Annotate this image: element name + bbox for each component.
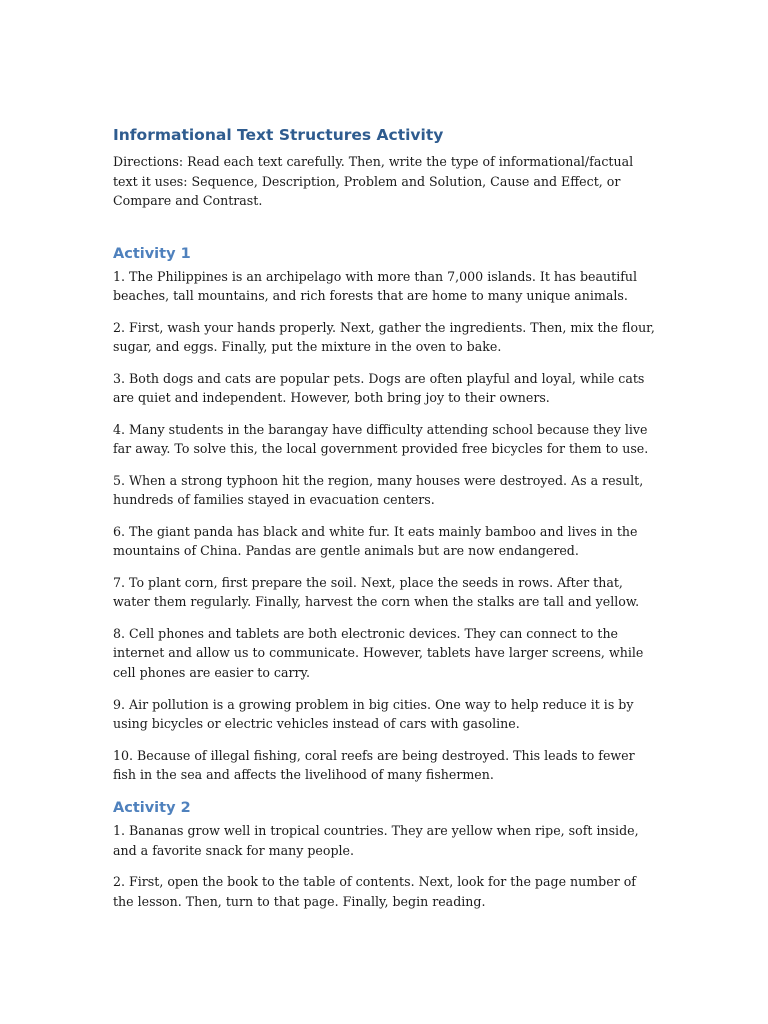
activity-2-item-1: 1. Bananas grow well in tropical countries. They are yellow when ripe, soft inside, and a favorite snack for many people. [113,823,639,858]
activity-1-heading: Activity 1 [113,245,191,262]
activity-1-item-9: 9. Air pollution is a growing problem in big cities. One way to help reduce it is by using bicycles or electric vehicles instead of cars with gasoline. [113,696,634,731]
directions-text: Directions: Read each text carefully. Then, write the type of informational/factual text it uses: Sequence, Description, Problem and Solution, Cause and Effect, or Compare and Contrast. [113,154,634,208]
activity-1-list [113,267,658,785]
document-page [113,124,658,923]
activity-1-item-1: 1. The Philippines is an archipelago with more than 7,000 islands. It has beautiful beaches, tall mountains, and rich forests that are home to many unique animals. [113,268,638,303]
activity-1-item-8: 8. Cell phones and tablets are both electronic devices. They can connect to the internet and allow us to communicate. However, tablets have larger screens, while cell phones are easier to carry. [113,626,644,680]
activity-1-item-10: 10. Because of illegal fishing, coral reefs are being destroyed. This leads to fewer fish in the sea and affects the livelihood of many fishermen. [113,747,635,782]
activity-2-heading: Activity 2 [113,800,191,817]
activity-1-item-7: 7. To plant corn, first prepare the soil. Next, place the seeds in rows. After that, water them regularly. Finally, harvest the corn when the stalks are tall and yellow. [113,575,640,610]
activity-1-item-2: 2. First, wash your hands properly. Next, gather the ingredients. Then, mix the flour, sugar, and eggs. Finally, put the mixture in the oven to bake. [113,319,655,354]
activity-1-item-4: 4. Many students in the barangay have difficulty attending school because they live far away. To solve this, the local government provided free bicycles for them to use. [113,421,649,457]
document-title: Informational Text Structures Activity [113,126,444,144]
activity-2-item-2: 2. First, open the book to the table of contents. Next, look for the page number of the lesson. Then, turn to that page. Finally, begin reading. [113,874,636,909]
activity-1-item-3: 3. Both dogs and cats are popular pets. Dogs are often playful and loyal, while cats are quiet and independent. However, both bring joy to their owners. [113,370,645,405]
activity-2-list [113,821,658,911]
activity-1-item-6: 6. The giant panda has black and white fur. It eats mainly bamboo and lives in the mountains of China. Pandas are gentle animals but are now endangered. [113,523,638,559]
activity-1-item-5: 5. When a strong typhoon hit the region, many houses were destroyed. As a result, hundreds of families stayed in evacuation centers. [113,472,644,508]
